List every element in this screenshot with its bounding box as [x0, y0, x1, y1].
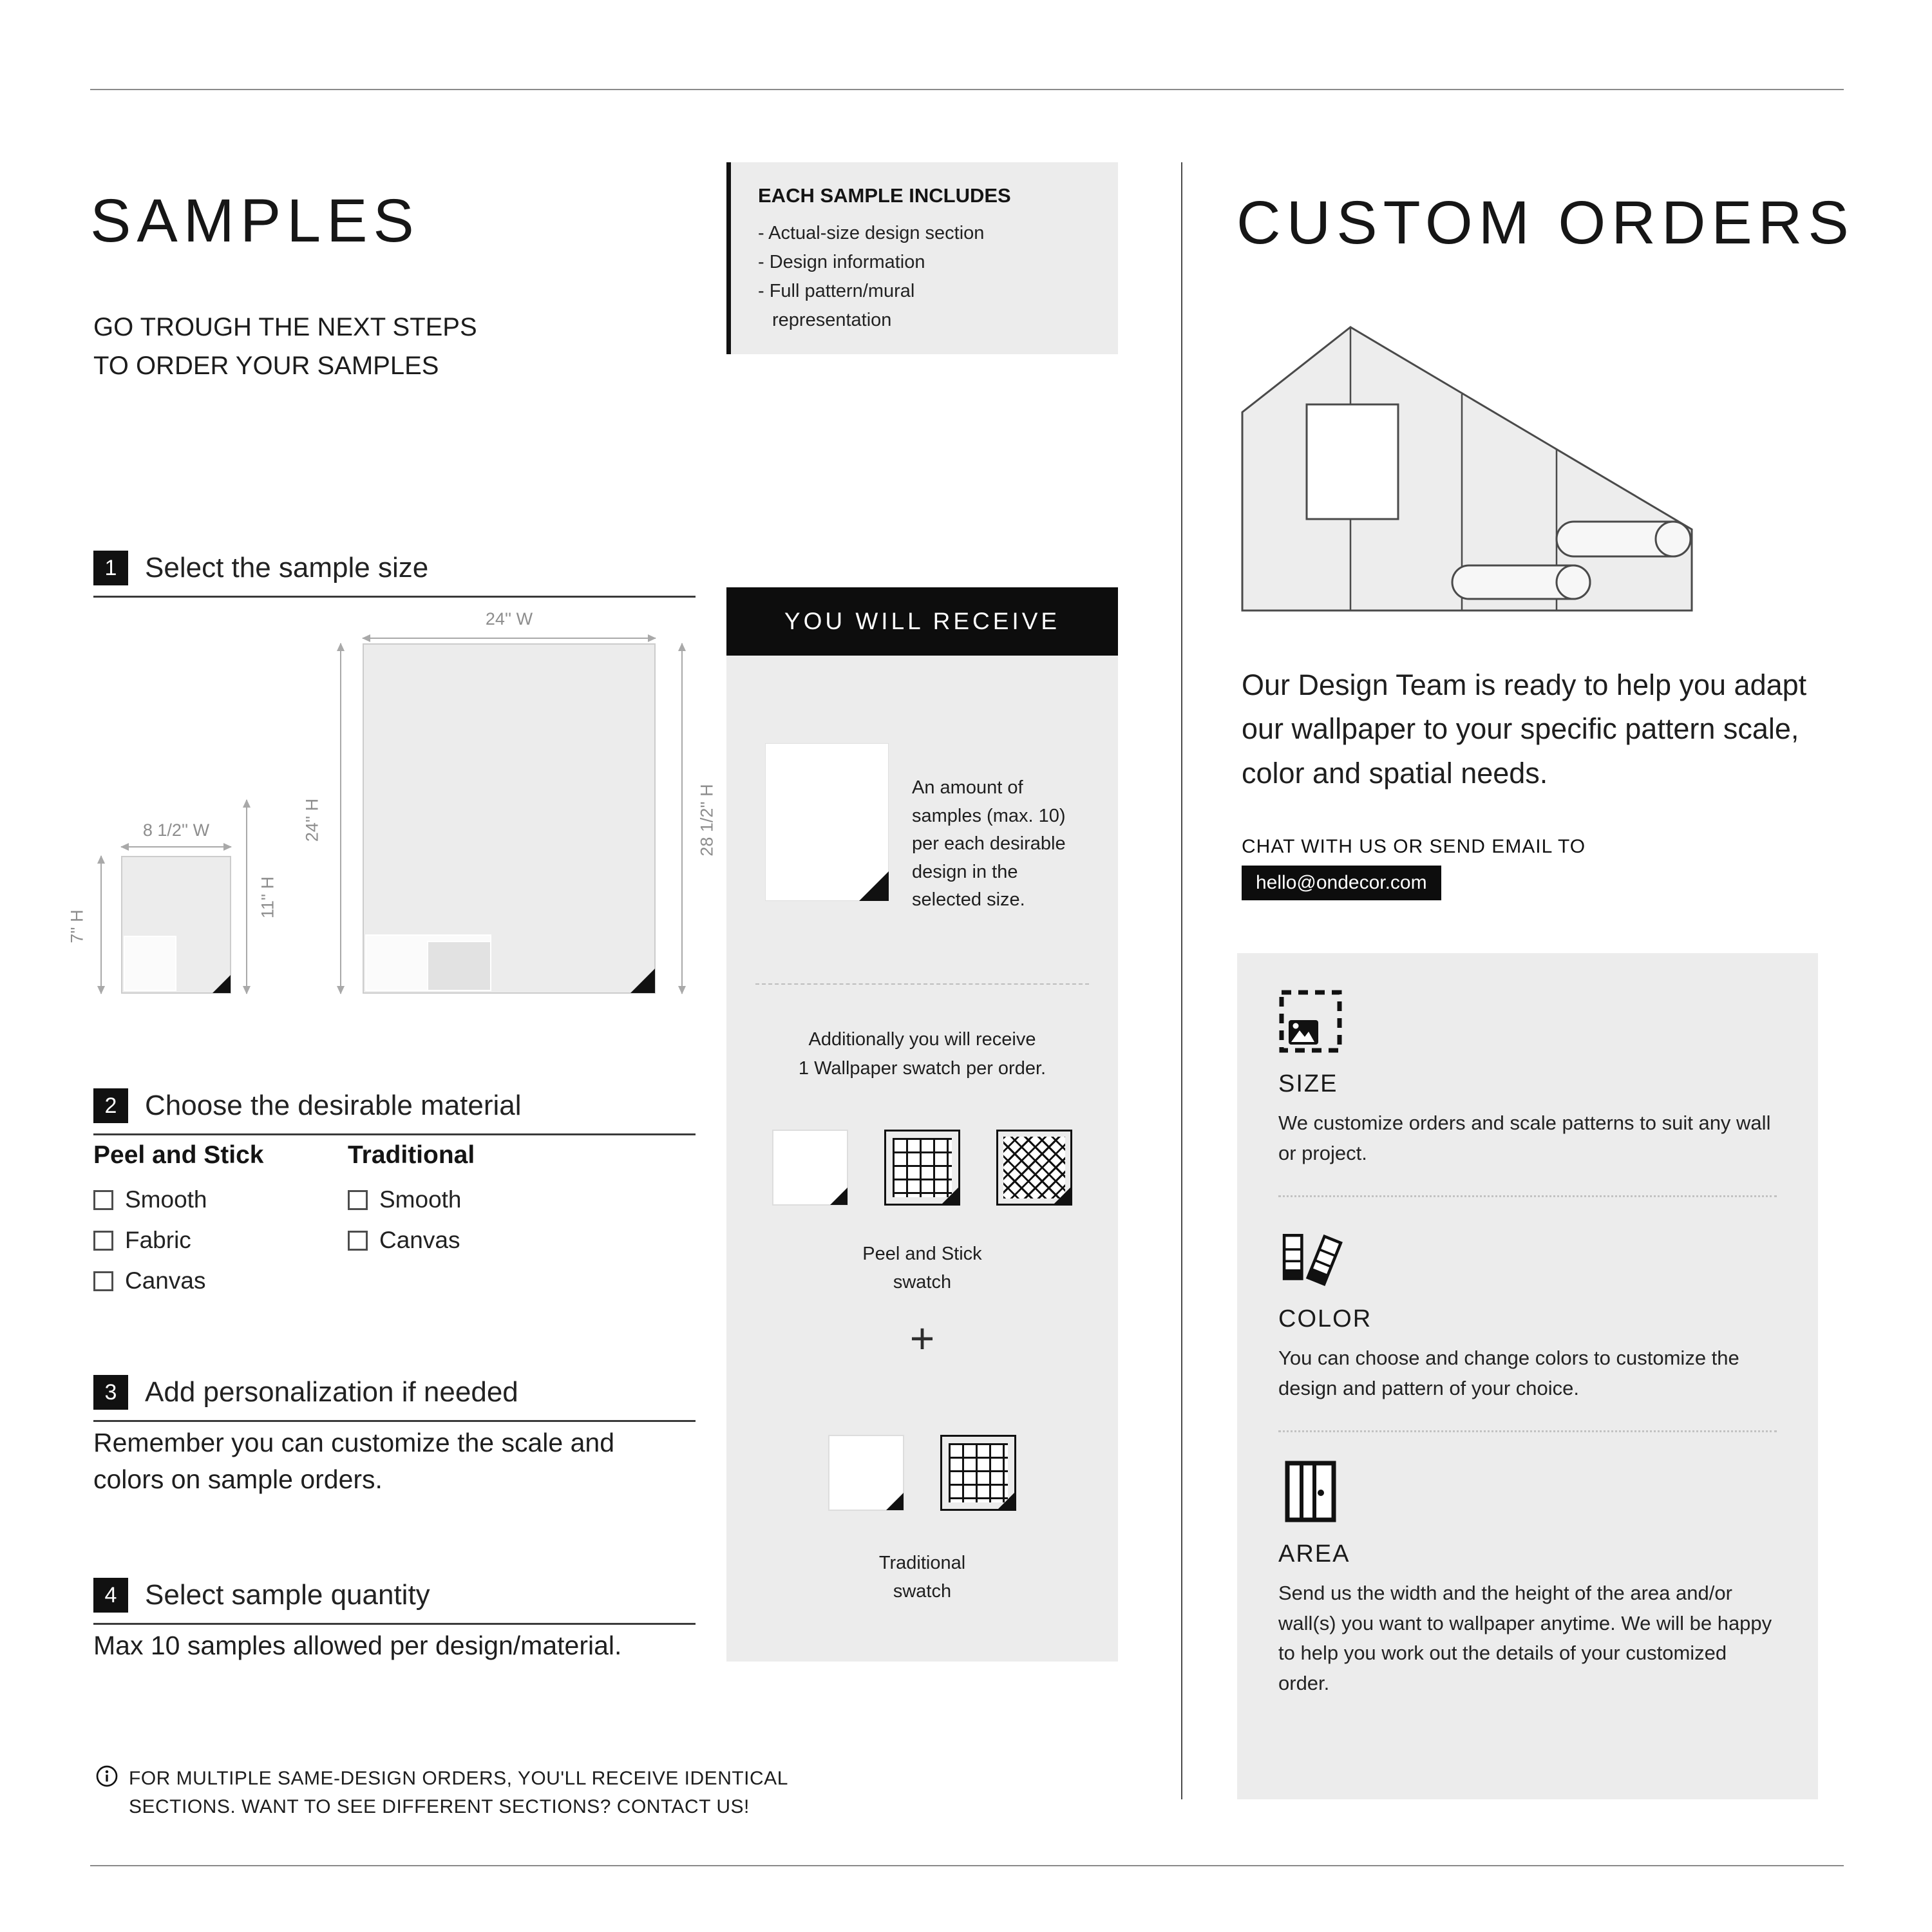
footnote-line: FOR MULTIPLE SAME-DESIGN ORDERS, YOU'LL RECEIVE IDENTICAL: [129, 1768, 788, 1789]
swatch-label-line: swatch: [893, 1271, 952, 1293]
step-3-title: Add personalization if needed: [145, 1376, 518, 1408]
step-3-description: Remember you can customize the scale and colors on sample orders.: [93, 1428, 615, 1495]
size-icon: [1278, 989, 1343, 1054]
blank-swatch-icon: [772, 1130, 848, 1206]
peel-and-stick-swatch-label: [726, 1240, 1118, 1296]
chat-with-us-label: CHAT WITH US OR SEND EMAIL TO: [1242, 836, 1586, 857]
checkbox[interactable]: [93, 1190, 113, 1210]
sample-size-diagram: [67, 605, 728, 1056]
dotted-divider: [1278, 1195, 1777, 1197]
step-4-description: Max 10 samples allowed per design/material.: [93, 1631, 622, 1660]
step-2-header: [93, 1088, 696, 1135]
receive-additional-text: [726, 1025, 1118, 1083]
feature-title-size: SIZE: [1278, 1070, 1338, 1097]
dashed-divider: [755, 983, 1089, 985]
step-2-number-badge: 2: [93, 1088, 128, 1123]
material-peel-and-stick-group: [93, 1141, 263, 1308]
small-sample-illustration: [121, 856, 231, 994]
color-icon: [1278, 1224, 1343, 1289]
receive-samples-text: An amount of samples (max. 10) per each desirable design in the selected size.: [912, 777, 1066, 910]
dimension-line: [100, 856, 102, 994]
grid-swatch-icon: [940, 1435, 1016, 1511]
material-option-smooth: [93, 1186, 263, 1213]
checkbox[interactable]: [348, 1190, 368, 1210]
you-will-receive-header: YOU WILL RECEIVE: [726, 587, 1118, 656]
step-3-number-badge: 3: [93, 1375, 128, 1410]
includes-item: - Design information: [758, 251, 925, 272]
includes-item: - Full pattern/mural: [758, 280, 915, 301]
step-2-title: Choose the desirable material: [145, 1090, 522, 1121]
checkbox[interactable]: [348, 1231, 368, 1251]
dimension-line: [363, 638, 656, 639]
dotted-divider: [1278, 1430, 1777, 1432]
step-1-header: [93, 551, 696, 598]
includes-item-continuation: representation: [772, 309, 892, 330]
intro-line: GO TROUGH THE NEXT STEPS: [93, 313, 477, 341]
sample-overlay-rect: [124, 936, 176, 991]
footnote: [95, 1765, 788, 1821]
info-icon: [95, 1765, 118, 1791]
checkbox[interactable]: [93, 1271, 113, 1291]
step-4-number-badge: 4: [93, 1578, 128, 1613]
step-4-header: [93, 1578, 696, 1625]
samples-title: SAMPLES: [90, 186, 420, 255]
material-option-label: Canvas: [125, 1267, 206, 1294]
dimension-line: [340, 643, 341, 994]
material-option-canvas: [348, 1227, 475, 1254]
includes-title: EACH SAMPLE INCLUDES: [758, 184, 1011, 207]
material-option-label: Fabric: [125, 1227, 191, 1253]
swatch-label-line: swatch: [893, 1580, 952, 1602]
dimension-line: [121, 846, 231, 848]
email-badge[interactable]: hello@ondecor.com: [1242, 866, 1441, 900]
sample-page-icon: [765, 743, 889, 901]
step-4-title: Select sample quantity: [145, 1579, 430, 1611]
grid-swatch-icon: [884, 1130, 960, 1206]
sample-overlay-rect: [427, 941, 491, 991]
plus-sign: +: [909, 1314, 935, 1362]
intro-line: TO ORDER YOUR SAMPLES: [93, 352, 439, 380]
dimension-label-7h: 7'' H: [67, 909, 87, 943]
footnote-line: SECTIONS. WANT TO SEE DIFFERENT SECTIONS? CONTACT US!: [129, 1795, 750, 1817]
material-option-label: Smooth: [379, 1186, 462, 1213]
material-option-label: Canvas: [379, 1227, 460, 1253]
feature-text-size: We customize orders and scale patterns to suit any wall or project.: [1278, 1112, 1771, 1164]
material-group-title: Traditional: [348, 1141, 475, 1169]
footnote-text: [129, 1765, 788, 1821]
custom-orders-title: CUSTOM ORDERS: [1236, 188, 1855, 257]
checkbox[interactable]: [93, 1231, 113, 1251]
area-icon: [1278, 1459, 1343, 1524]
peel-and-stick-swatch-row: [726, 1130, 1118, 1206]
feature-text-color: You can choose and change colors to customize the design and pattern of your choice.: [1278, 1347, 1739, 1399]
material-option-smooth: [348, 1186, 475, 1213]
traditional-swatch-label: [726, 1549, 1118, 1605]
material-group-title: Peel and Stick: [93, 1141, 264, 1169]
feature-title-color: COLOR: [1278, 1305, 1372, 1332]
swatch-label-line: Traditional: [878, 1553, 966, 1573]
wallpaper-room-illustration: [1240, 322, 1694, 615]
dimension-label-24h: 24'' H: [302, 798, 322, 842]
dimension-label-28h: 28 1/2'' H: [697, 784, 717, 857]
each-sample-includes-box: [726, 162, 1118, 354]
column-divider: [1181, 162, 1182, 1799]
top-rule: [90, 89, 1844, 90]
traditional-swatch-row: [726, 1435, 1118, 1511]
material-option-label: Smooth: [125, 1186, 207, 1213]
feature-title-area: AREA: [1278, 1540, 1350, 1567]
design-team-paragraph: Our Design Team is ready to help you adapt our wallpaper to your specific pattern scale, color and spatial needs.: [1242, 668, 1807, 790]
large-sample-illustration: [363, 643, 656, 994]
step-3-header: [93, 1375, 696, 1422]
blank-swatch-icon: [828, 1435, 904, 1511]
feature-text-area: Send us the width and the height of the area and/or wall(s) you want to wallpaper anytime. We will be happy to help you work out the details of your customized order.: [1278, 1582, 1772, 1694]
dimension-label-11h: 11'' H: [258, 876, 278, 919]
crosshatch-swatch-icon: [996, 1130, 1072, 1206]
you-will-receive-panel: [726, 656, 1118, 1662]
step-1-number-badge: 1: [93, 551, 128, 585]
step-1-title: Select the sample size: [145, 552, 429, 583]
material-traditional-group: [348, 1141, 475, 1267]
includes-item: - Actual-size design section: [758, 223, 985, 243]
swatch-label-line: Peel and Stick: [862, 1244, 982, 1264]
dimension-line: [246, 800, 247, 994]
receive-additional-line: 1 Wallpaper swatch per order.: [798, 1057, 1046, 1079]
custom-orders-features-panel: [1237, 953, 1818, 1799]
intro-text: [93, 308, 477, 385]
material-option-fabric: [93, 1227, 263, 1254]
dimension-label-8w: 8 1/2'' W: [142, 820, 210, 840]
receive-additional-line: Additionally you will receive: [808, 1029, 1036, 1050]
dimension-line: [681, 643, 683, 994]
material-option-canvas: [93, 1267, 263, 1294]
dimension-label-24w: 24'' W: [485, 609, 533, 629]
bottom-rule: [90, 1865, 1844, 1866]
